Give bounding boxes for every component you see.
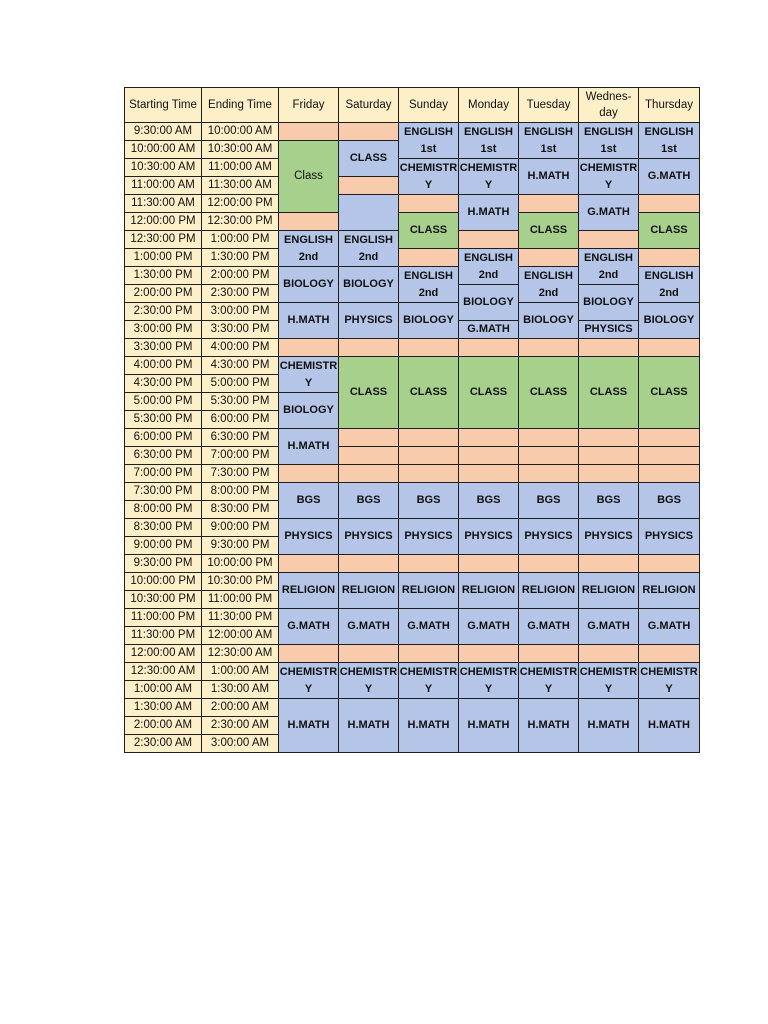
wednesday-free-cell <box>579 339 639 357</box>
timetable-row <box>125 519 700 537</box>
start-time-cell: 12:00:00 AM <box>125 645 202 663</box>
tuesday-free-cell <box>519 195 579 213</box>
tuesday-subject-cell: ENGLISH 1st <box>519 123 579 159</box>
friday-subject-cell: CHEMISTR Y <box>279 663 339 699</box>
sunday-subject-cell: PHYSICS <box>399 519 459 555</box>
end-time-cell: 10:30:00 AM <box>202 141 279 159</box>
timetable-row <box>125 447 700 465</box>
sunday-free-cell <box>399 339 459 357</box>
start-time-cell: 8:30:00 PM <box>125 519 202 537</box>
thursday-subject-cell: RELIGION <box>639 573 700 609</box>
end-time-cell: 1:00:00 AM <box>202 663 279 681</box>
start-time-cell: 12:30:00 PM <box>125 231 202 249</box>
saturday-subject-cell: G.MATH <box>339 609 399 645</box>
wednesday-free-cell <box>579 447 639 465</box>
saturday-subject-cell: RELIGION <box>339 573 399 609</box>
tuesday-subject-cell: ENGLISH 2nd <box>519 267 579 303</box>
header-monday: Monday <box>459 88 519 123</box>
end-time-cell: 8:00:00 PM <box>202 483 279 501</box>
tuesday-subject-cell: RELIGION <box>519 573 579 609</box>
sunday-subject-cell: RELIGION <box>399 573 459 609</box>
friday-class-cell: Class <box>279 141 339 213</box>
tuesday-free-cell <box>519 429 579 447</box>
sunday-free-cell <box>399 465 459 483</box>
header-saturday: Saturday <box>339 88 399 123</box>
tuesday-free-cell <box>519 645 579 663</box>
start-time-cell: 2:30:00 PM <box>125 303 202 321</box>
saturday-free-cell <box>339 555 399 573</box>
wednesday-subject-cell: PHYSICS <box>579 519 639 555</box>
start-time-cell: 11:30:00 AM <box>125 195 202 213</box>
monday-free-cell <box>459 339 519 357</box>
timetable-row <box>125 249 700 267</box>
timetable-row <box>125 483 700 501</box>
thursday-subject-cell: CHEMISTR Y <box>639 663 700 699</box>
start-time-cell: 1:00:00 PM <box>125 249 202 267</box>
wednesday-subject-cell: BIOLOGY <box>579 285 639 321</box>
end-time-cell: 2:00:00 AM <box>202 699 279 717</box>
friday-subject-cell: BIOLOGY <box>279 267 339 303</box>
timetable-row <box>125 609 700 627</box>
sunday-subject-cell: BGS <box>399 483 459 519</box>
monday-subject-cell: BGS <box>459 483 519 519</box>
monday-free-cell <box>459 645 519 663</box>
end-time-cell: 12:00:00 PM <box>202 195 279 213</box>
monday-free-cell <box>459 429 519 447</box>
wednesday-subject-cell: ENGLISH 2nd <box>579 249 639 285</box>
end-time-cell: 4:00:00 PM <box>202 339 279 357</box>
end-time-cell: 6:30:00 PM <box>202 429 279 447</box>
saturday-subject-cell: H.MATH <box>339 699 399 753</box>
start-time-cell: 10:30:00 AM <box>125 159 202 177</box>
tuesday-class-cell: CLASS <box>519 357 579 429</box>
thursday-class-cell: CLASS <box>639 357 700 429</box>
timetable-row <box>125 555 700 573</box>
tuesday-subject-cell: G.MATH <box>519 609 579 645</box>
monday-subject-cell: CHEMISTR Y <box>459 159 519 195</box>
end-time-cell: 10:00:00 PM <box>202 555 279 573</box>
thursday-free-cell <box>639 249 700 267</box>
sunday-subject-cell: BIOLOGY <box>399 303 459 339</box>
saturday-free-cell <box>339 465 399 483</box>
end-time-cell: 1:00:00 PM <box>202 231 279 249</box>
start-time-cell: 9:00:00 PM <box>125 537 202 555</box>
sunday-subject-cell: CHEMISTR Y <box>399 663 459 699</box>
sunday-subject-cell: H.MATH <box>399 699 459 753</box>
wednesday-free-cell <box>579 231 639 249</box>
start-time-cell: 2:00:00 AM <box>125 717 202 735</box>
start-time-cell: 10:00:00 PM <box>125 573 202 591</box>
sunday-subject-cell: CHEMISTR Y <box>399 159 459 195</box>
friday-free-cell <box>279 123 339 141</box>
end-time-cell: 8:30:00 PM <box>202 501 279 519</box>
sunday-free-cell <box>399 195 459 213</box>
end-time-cell: 4:30:00 PM <box>202 357 279 375</box>
start-time-cell: 2:00:00 PM <box>125 285 202 303</box>
end-time-cell: 12:30:00 AM <box>202 645 279 663</box>
tuesday-subject-cell: H.MATH <box>519 159 579 195</box>
friday-subject-cell: H.MATH <box>279 429 339 465</box>
saturday-subject-cell: CHEMISTR Y <box>339 663 399 699</box>
start-time-cell: 9:30:00 PM <box>125 555 202 573</box>
tuesday-free-cell <box>519 339 579 357</box>
sunday-subject-cell: ENGLISH 1st <box>399 123 459 159</box>
end-time-cell: 3:00:00 AM <box>202 735 279 753</box>
tuesday-subject-cell: H.MATH <box>519 699 579 753</box>
timetable-row <box>125 699 700 717</box>
tuesday-free-cell <box>519 447 579 465</box>
sunday-class-cell: CLASS <box>399 213 459 249</box>
saturday-free-cell <box>339 177 399 195</box>
sunday-subject-cell: ENGLISH 2nd <box>399 267 459 303</box>
start-time-cell: 6:30:00 PM <box>125 447 202 465</box>
start-time-cell: 10:30:00 PM <box>125 591 202 609</box>
monday-subject-cell: RELIGION <box>459 573 519 609</box>
header-wednesday: Wednes- day <box>579 88 639 123</box>
saturday-free-cell <box>339 339 399 357</box>
sunday-free-cell <box>399 429 459 447</box>
friday-free-cell <box>279 555 339 573</box>
friday-subject-cell: CHEMISTR Y <box>279 357 339 393</box>
saturday-subject-cell: BIOLOGY <box>339 267 399 303</box>
end-time-cell: 7:00:00 PM <box>202 447 279 465</box>
thursday-subject-cell: G.MATH <box>639 159 700 195</box>
monday-subject-cell: ENGLISH 2nd <box>459 249 519 285</box>
start-time-cell: 1:30:00 PM <box>125 267 202 285</box>
end-time-cell: 3:30:00 PM <box>202 321 279 339</box>
friday-subject-cell: BGS <box>279 483 339 519</box>
saturday-subject-cell: BGS <box>339 483 399 519</box>
thursday-free-cell <box>639 447 700 465</box>
friday-free-cell <box>279 339 339 357</box>
start-time-cell: 1:00:00 AM <box>125 681 202 699</box>
wednesday-free-cell <box>579 645 639 663</box>
monday-subject-cell: ENGLISH 1st <box>459 123 519 159</box>
start-time-cell: 11:00:00 PM <box>125 609 202 627</box>
tuesday-subject-cell: BGS <box>519 483 579 519</box>
friday-subject-cell: ENGLISH 2nd <box>279 231 339 267</box>
header-starting-time: Starting Time <box>125 88 202 123</box>
friday-free-cell <box>279 213 339 231</box>
wednesday-class-cell: CLASS <box>579 357 639 429</box>
friday-subject-cell: G.MATH <box>279 609 339 645</box>
wednesday-subject-cell: RELIGION <box>579 573 639 609</box>
end-time-cell: 2:00:00 PM <box>202 267 279 285</box>
end-time-cell: 1:30:00 AM <box>202 681 279 699</box>
timetable-row <box>125 339 700 357</box>
wednesday-subject-cell: H.MATH <box>579 699 639 753</box>
saturday-subject-cell: ENGLISH 2nd <box>339 231 399 267</box>
start-time-cell: 8:00:00 PM <box>125 501 202 519</box>
end-time-cell: 5:30:00 PM <box>202 393 279 411</box>
thursday-free-cell <box>639 429 700 447</box>
end-time-cell: 3:00:00 PM <box>202 303 279 321</box>
end-time-cell: 9:00:00 PM <box>202 519 279 537</box>
monday-free-cell <box>459 231 519 249</box>
timetable-row <box>125 429 700 447</box>
end-time-cell: 1:30:00 PM <box>202 249 279 267</box>
end-time-cell: 12:00:00 AM <box>202 627 279 645</box>
header-sunday: Sunday <box>399 88 459 123</box>
sunday-subject-cell: G.MATH <box>399 609 459 645</box>
start-time-cell: 4:30:00 PM <box>125 375 202 393</box>
start-time-cell: 1:30:00 AM <box>125 699 202 717</box>
wednesday-free-cell <box>579 429 639 447</box>
saturday-free-cell <box>339 447 399 465</box>
wednesday-subject-cell: CHEMISTR Y <box>579 663 639 699</box>
friday-free-cell <box>279 465 339 483</box>
start-time-cell: 5:00:00 PM <box>125 393 202 411</box>
friday-subject-cell: RELIGION <box>279 573 339 609</box>
end-time-cell: 6:00:00 PM <box>202 411 279 429</box>
thursday-free-cell <box>639 555 700 573</box>
thursday-subject-cell: G.MATH <box>639 609 700 645</box>
monday-free-cell <box>459 555 519 573</box>
friday-subject-cell: BIOLOGY <box>279 393 339 429</box>
end-time-cell: 11:30:00 PM <box>202 609 279 627</box>
end-time-cell: 7:30:00 PM <box>202 465 279 483</box>
start-time-cell: 12:00:00 PM <box>125 213 202 231</box>
start-time-cell: 9:30:00 AM <box>125 123 202 141</box>
thursday-free-cell <box>639 465 700 483</box>
timetable-row <box>125 573 700 591</box>
wednesday-subject-cell: ENGLISH 1st <box>579 123 639 159</box>
saturday-class-cell: CLASS <box>339 357 399 429</box>
saturday-subject-cell: PHYSICS <box>339 303 399 339</box>
end-time-cell: 12:30:00 PM <box>202 213 279 231</box>
tuesday-free-cell <box>519 249 579 267</box>
timetable-row <box>125 357 700 375</box>
monday-free-cell <box>459 465 519 483</box>
tuesday-class-cell: CLASS <box>519 213 579 249</box>
start-time-cell: 3:30:00 PM <box>125 339 202 357</box>
wednesday-free-cell <box>579 555 639 573</box>
monday-subject-cell: CHEMISTR Y <box>459 663 519 699</box>
monday-subject-cell: G.MATH <box>459 609 519 645</box>
thursday-subject-cell: ENGLISH 1st <box>639 123 700 159</box>
thursday-free-cell <box>639 339 700 357</box>
sunday-free-cell <box>399 447 459 465</box>
wednesday-subject-cell: PHYSICS <box>579 321 639 339</box>
thursday-class-cell: CLASS <box>639 213 700 249</box>
saturday-empty-cell <box>339 195 399 231</box>
end-time-cell: 5:00:00 PM <box>202 375 279 393</box>
wednesday-subject-cell: G.MATH <box>579 609 639 645</box>
timetable-row <box>125 465 700 483</box>
header-ending-time: Ending Time <box>202 88 279 123</box>
wednesday-subject-cell: G.MATH <box>579 195 639 231</box>
saturday-free-cell <box>339 123 399 141</box>
end-time-cell: 11:00:00 AM <box>202 159 279 177</box>
end-time-cell: 10:00:00 AM <box>202 123 279 141</box>
friday-subject-cell: H.MATH <box>279 699 339 753</box>
wednesday-subject-cell: CHEMISTR Y <box>579 159 639 195</box>
friday-subject-cell: H.MATH <box>279 303 339 339</box>
timetable <box>124 87 700 753</box>
saturday-subject-cell: CLASS <box>339 141 399 177</box>
friday-subject-cell: PHYSICS <box>279 519 339 555</box>
start-time-cell: 12:30:00 AM <box>125 663 202 681</box>
sunday-free-cell <box>399 249 459 267</box>
timetable-row <box>125 645 700 663</box>
tuesday-subject-cell: PHYSICS <box>519 519 579 555</box>
header-tuesday: Tuesday <box>519 88 579 123</box>
start-time-cell: 7:30:00 PM <box>125 483 202 501</box>
thursday-subject-cell: BIOLOGY <box>639 303 700 339</box>
sunday-free-cell <box>399 555 459 573</box>
start-time-cell: 3:00:00 PM <box>125 321 202 339</box>
thursday-free-cell <box>639 645 700 663</box>
thursday-subject-cell: H.MATH <box>639 699 700 753</box>
end-time-cell: 11:00:00 PM <box>202 591 279 609</box>
start-time-cell: 4:00:00 PM <box>125 357 202 375</box>
timetable-row <box>125 159 700 177</box>
monday-free-cell <box>459 447 519 465</box>
start-time-cell: 2:30:00 AM <box>125 735 202 753</box>
start-time-cell: 11:30:00 PM <box>125 627 202 645</box>
timetable-row <box>125 195 700 213</box>
wednesday-subject-cell: BGS <box>579 483 639 519</box>
monday-subject-cell: G.MATH <box>459 321 519 339</box>
end-time-cell: 10:30:00 PM <box>202 573 279 591</box>
end-time-cell: 11:30:00 AM <box>202 177 279 195</box>
thursday-subject-cell: BGS <box>639 483 700 519</box>
end-time-cell: 2:30:00 AM <box>202 717 279 735</box>
start-time-cell: 7:00:00 PM <box>125 465 202 483</box>
thursday-subject-cell: ENGLISH 2nd <box>639 267 700 303</box>
end-time-cell: 2:30:00 PM <box>202 285 279 303</box>
start-time-cell: 10:00:00 AM <box>125 141 202 159</box>
saturday-subject-cell: PHYSICS <box>339 519 399 555</box>
tuesday-subject-cell: CHEMISTR Y <box>519 663 579 699</box>
timetable-row <box>125 123 700 141</box>
saturday-free-cell <box>339 429 399 447</box>
header-row <box>125 88 700 123</box>
header-thursday: Thursday <box>639 88 700 123</box>
start-time-cell: 5:30:00 PM <box>125 411 202 429</box>
start-time-cell: 11:00:00 AM <box>125 177 202 195</box>
tuesday-free-cell <box>519 555 579 573</box>
sunday-free-cell <box>399 645 459 663</box>
tuesday-subject-cell: BIOLOGY <box>519 303 579 339</box>
monday-class-cell: CLASS <box>459 357 519 429</box>
thursday-free-cell <box>639 195 700 213</box>
sunday-class-cell: CLASS <box>399 357 459 429</box>
thursday-subject-cell: PHYSICS <box>639 519 700 555</box>
monday-subject-cell: BIOLOGY <box>459 285 519 321</box>
monday-subject-cell: H.MATH <box>459 699 519 753</box>
monday-subject-cell: PHYSICS <box>459 519 519 555</box>
end-time-cell: 9:30:00 PM <box>202 537 279 555</box>
tuesday-free-cell <box>519 465 579 483</box>
header-friday: Friday <box>279 88 339 123</box>
timetable-row <box>125 663 700 681</box>
monday-subject-cell: H.MATH <box>459 195 519 231</box>
start-time-cell: 6:00:00 PM <box>125 429 202 447</box>
friday-free-cell <box>279 645 339 663</box>
saturday-free-cell <box>339 645 399 663</box>
wednesday-free-cell <box>579 465 639 483</box>
